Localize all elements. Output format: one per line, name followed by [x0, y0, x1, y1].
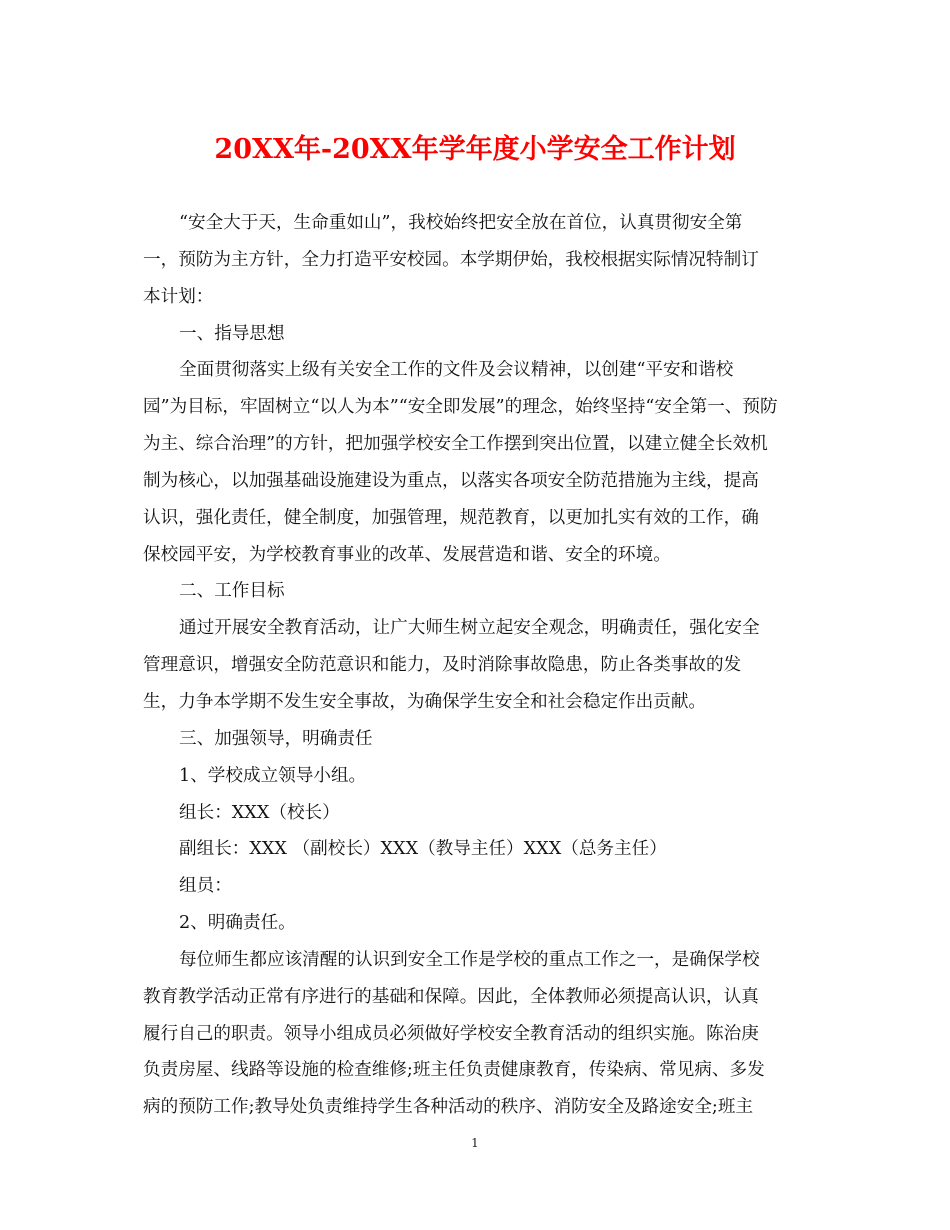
- paragraph-line: 教育教学活动正常有序进行的基础和保障。因此，全体教师必须提高认识，认真: [143, 986, 759, 1007]
- paragraph-line: 园”为目标，牢固树立“以人为本”“安全即发展”的理念，始终坚持“安全第一、预防: [143, 397, 778, 418]
- paragraph-line: 负责房屋、线路等设施的检查维修;班主任负责健康教育，传染病、常见病、多发: [143, 1060, 765, 1081]
- section-heading: 一、指导思想: [179, 323, 285, 344]
- paragraph-line: 认识，强化责任，健全制度，加强管理，规范教育，以更加扎实有效的工作，确: [143, 507, 759, 528]
- paragraph-line: 保校园平安，为学校教育事业的改革、发展营造和谐、安全的环境。: [143, 544, 671, 565]
- paragraph-line: 本计划：: [143, 286, 214, 307]
- paragraph-line: “安全大于天，生命重如山”，我校始终把安全放在首位，认真贯彻安全第: [179, 213, 743, 233]
- list-item: 2、明确责任。: [179, 913, 296, 934]
- document-title: 20XX年-20XX年学年度小学安全工作计划: [214, 134, 736, 165]
- paragraph-line: 生，力争本学期不发生安全事故，为确保学生安全和社会稳定作出贡献。: [143, 691, 707, 712]
- paragraph-line: 管理意识，增强安全防范意识和能力，及时消除事故隐患，防止各类事故的发: [143, 655, 742, 676]
- list-item: 组长：XXX（校长）: [179, 802, 340, 823]
- section-heading: 三、加强领导，明确责任: [179, 728, 373, 749]
- list-item: 1、学校成立领导小组。: [179, 765, 367, 786]
- paragraph-line: 通过开展安全教育活动，让广大师生树立起安全观念，明确责任，强化安全: [179, 618, 760, 639]
- paragraph-line: 全面贯彻落实上级有关安全工作的文件及会议精神，以创建“平安和谐校: [179, 360, 734, 381]
- list-item: 组员：: [179, 876, 232, 897]
- page-number: 1: [471, 1136, 479, 1150]
- document-body: [143, 205, 808, 1126]
- paragraph-line: 履行自己的职责。领导小组成员必须做好学校安全教育活动的组织实施。陈治庚: [143, 1023, 759, 1044]
- paragraph-line: 一，预防为主方针，全力打造平安校园。本学期伊始，我校根据实际情况特制订: [143, 249, 759, 270]
- paragraph-line: 每位师生都应该清醒的认识到安全工作是学校的重点工作之一，是确保学校: [179, 949, 760, 970]
- paragraph-line: 病的预防工作;教导处负责维持学生各种活动的秩序、消防安全及路途安全;班主: [143, 1097, 754, 1118]
- paragraph-line: 制为核心，以加强基础设施建设为重点，以落实各项安全防范措施为主线，提高: [143, 470, 759, 491]
- paragraph-line: 为主、综合治理”的方针，把加强学校安全工作摆到突出位置，以建立健全长效机: [143, 434, 768, 455]
- section-heading: 二、工作目标: [179, 581, 285, 602]
- list-item: 副组长：XXX （副校长）XXX（教导主任）XXX（总务主任）: [179, 839, 667, 860]
